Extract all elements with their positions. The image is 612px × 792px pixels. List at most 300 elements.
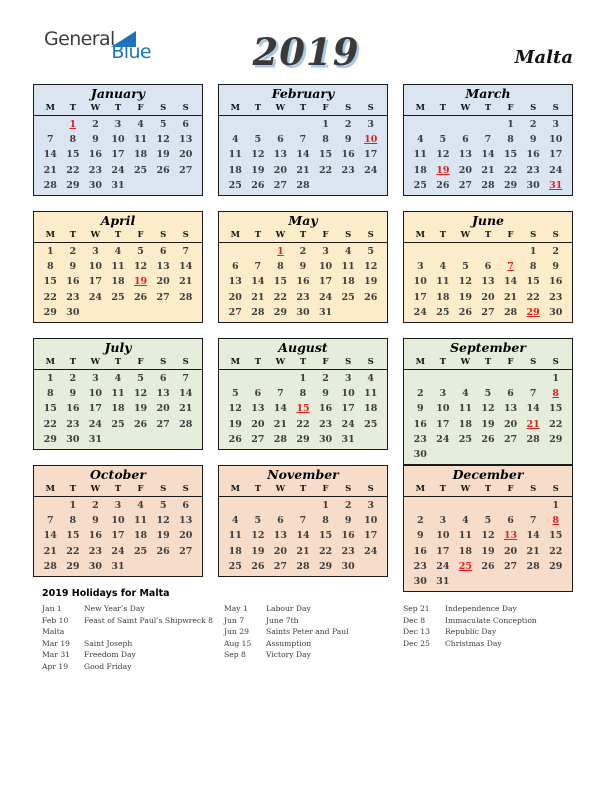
empty-cell [224,244,247,259]
weekday-label: F [322,103,329,113]
date-cell: 22 [526,291,540,303]
date-cell: 12 [251,149,265,161]
date-cell: 12 [481,530,495,542]
month-november [218,465,388,577]
weekday-label: F [507,230,514,240]
date-cell: 1 [69,500,77,511]
month-january [33,84,203,196]
date-cell: 30 [318,433,333,445]
date-cell: 10 [88,388,103,400]
date-cell: 2 [69,373,77,384]
holiday-name-label: Labour Day [266,604,311,613]
date-cell: 14 [43,149,57,161]
date-cell: 14 [273,403,288,415]
date-cell: 15 [318,149,333,161]
weekday-label: S [160,103,167,113]
date-cell: 7 [299,134,307,146]
date-cell: 18 [228,545,242,557]
date-cell: 29 [66,179,80,191]
date-cell: 13 [273,530,288,542]
date-cell: 12 [251,530,265,542]
date-grid [34,116,202,195]
empty-cell [409,117,432,132]
holiday-date-label: Aug 15 [224,638,252,648]
month-september [403,338,573,465]
date-cell: 5 [159,119,167,130]
date-cell: 14 [503,276,518,288]
date-cell: 24 [413,306,427,318]
date-grid [34,243,202,322]
empty-cell [499,498,522,513]
date-cell: 8 [277,261,284,273]
empty-cell [499,371,522,386]
holiday-name-label: June 7th [266,615,299,625]
weekday-header [34,229,202,243]
holiday-entry [42,649,213,661]
date-cell: 26 [481,560,495,572]
holiday-date-label: Sep 8 [224,650,246,660]
weekday-label: S [345,230,352,240]
date-cell: 19 [251,164,265,176]
date-cell: 26 [133,291,148,303]
date-cell: 9 [92,515,99,527]
date-cell: 25 [436,306,450,318]
date-cell: 24 [111,545,125,557]
date-cell: 18 [111,403,125,415]
holiday-date-label: Jun 7 [224,615,245,625]
empty-cell [39,498,62,513]
date-cell: 8 [69,515,77,527]
date-cell: 12 [156,515,170,527]
weekday-label: W [275,103,286,113]
weekday-label: S [552,357,559,367]
holiday-entry [42,603,213,615]
date-cell: 29 [43,306,57,318]
month-title: January [90,86,146,101]
date-cell: 13 [228,276,242,288]
date-cell: 9 [416,530,424,542]
weekday-label: F [137,357,144,367]
date-cell: 29 [273,306,288,318]
month-title: February [271,86,335,101]
date-cell: 11 [458,530,473,542]
date-cell: 22 [318,164,333,176]
date-cell: 2 [92,119,99,130]
weekday-label: S [182,103,189,113]
date-cell: 24 [88,291,103,303]
date-cell: 22 [549,545,563,557]
date-cell: 22 [503,164,518,176]
date-grid [404,243,572,322]
date-cell: 12 [364,261,378,273]
date-cell: 4 [231,515,239,527]
weekday-label: W [460,357,471,367]
empty-cell [477,244,500,259]
date-cell: 21 [503,291,518,303]
date-cell: 14 [526,403,540,415]
weekday-label: F [322,230,329,240]
holiday-column-2 [224,603,349,661]
date-cell: 18 [133,530,148,542]
empty-cell [454,498,477,513]
weekday-label: S [367,230,374,240]
date-cell: 6 [277,515,284,527]
date-cell: 13 [251,403,265,415]
weekday-label: F [322,357,329,367]
weekday-label: T [299,230,307,240]
date-cell: 2 [299,246,307,257]
date-cell: 30 [88,560,103,572]
date-cell: 6 [231,261,239,273]
date-cell: 1 [299,373,307,384]
date-cell: 26 [133,418,148,430]
empty-cell [454,244,477,259]
date-cell: 1 [507,119,514,130]
date-grid [34,497,202,576]
date-cell: 20 [228,291,242,303]
date-grid [404,497,572,591]
weekday-label: W [275,484,286,494]
date-cell: 4 [439,261,447,273]
date-cell: 27 [481,306,495,318]
date-cell: 27 [273,179,288,191]
date-cell: 14 [296,530,310,542]
date-grid [219,370,387,449]
weekday-label: T [114,230,122,240]
date-cell: 27 [251,433,265,445]
date-cell: 21 [296,545,310,557]
date-cell: 1 [46,373,54,384]
date-cell: 14 [179,388,193,400]
date-cell: 9 [416,403,424,415]
date-cell: 10 [88,261,103,273]
empty-cell [247,244,270,259]
month-december [403,465,573,592]
date-cell: 16 [66,403,80,415]
holiday-date-label: Mar 31 [42,650,71,660]
date-cell: 30 [526,179,540,191]
empty-cell [39,117,62,132]
date-cell: 19 [481,545,495,557]
date-cell: 17 [341,403,355,415]
holiday-entry [42,626,213,638]
date-cell: 22 [66,164,80,176]
date-cell: 15 [43,276,57,288]
holiday-entry [224,649,349,661]
weekday-label: S [160,357,167,367]
date-cell: 18 [413,164,427,176]
weekday-header [404,102,572,116]
date-cell: 20 [458,164,473,176]
empty-cell [269,371,292,386]
empty-cell [292,117,315,132]
empty-cell [409,371,432,386]
date-cell: 7 [529,388,537,400]
date-cell: 26 [228,433,242,445]
date-cell: 6 [507,515,514,527]
year-title: 2019 [252,30,360,74]
date-cell: 9 [69,388,77,400]
weekday-label: M [45,357,55,367]
date-cell: 6 [277,134,284,146]
date-cell: 24 [364,545,378,557]
holiday-name-label: Assumption [266,638,312,648]
date-cell: 15 [549,403,563,415]
weekday-label: M [45,230,55,240]
date-cell: 21 [526,545,540,557]
date-cell: 4 [137,500,144,511]
date-cell: 2 [92,500,99,511]
holiday-name-label: Independence Day [445,604,517,613]
weekday-header [404,356,572,370]
holiday-date: 25 [458,560,473,572]
month-title: November [267,467,339,482]
date-cell: 16 [413,418,427,430]
date-cell: 24 [88,418,103,430]
date-cell: 17 [436,418,450,430]
weekday-label: M [230,484,240,494]
date-cell: 29 [503,179,518,191]
date-cell: 5 [367,246,375,257]
month-february [218,84,388,196]
date-cell: 23 [413,433,427,445]
date-cell: 21 [43,545,57,557]
weekday-label: S [530,484,537,494]
holiday-entry [224,603,349,615]
date-cell: 28 [526,433,540,445]
date-cell: 6 [159,246,167,257]
date-cell: 11 [341,261,355,273]
weekday-label: S [367,103,374,113]
country-title: Malta [514,47,573,68]
date-cell: 19 [156,530,170,542]
date-cell: 2 [416,388,424,400]
date-cell: 21 [251,291,265,303]
holiday-name-label: Victory Day [266,650,311,660]
holiday-entry [224,638,349,650]
date-cell: 3 [416,261,424,273]
date-cell: 17 [413,291,427,303]
date-cell: 25 [364,418,378,430]
date-cell: 15 [526,276,540,288]
date-cell: 3 [92,373,99,384]
date-cell: 28 [251,306,265,318]
date-cell: 10 [111,134,125,146]
date-cell: 1 [46,246,54,257]
month-title: December [452,467,524,482]
date-cell: 12 [156,134,170,146]
date-cell: 10 [549,134,563,146]
date-cell: 28 [296,179,310,191]
date-cell: 7 [182,373,190,384]
empty-cell [432,244,455,259]
date-cell: 22 [318,545,333,557]
holiday-date-label: Feb 10 [42,615,69,625]
date-cell: 5 [484,515,492,527]
weekday-label: T [69,484,77,494]
date-cell: 2 [529,119,537,130]
weekday-label: S [182,484,189,494]
month-title: March [465,86,511,101]
weekday-label: S [552,484,559,494]
date-cell: 15 [549,530,563,542]
date-cell: 23 [549,291,563,303]
date-cell: 2 [322,373,329,384]
month-july [33,338,203,450]
date-cell: 20 [481,291,495,303]
month-august [218,338,388,450]
date-cell: 10 [364,515,378,527]
date-cell: 25 [458,433,473,445]
date-cell: 10 [413,276,427,288]
date-cell: 4 [114,373,122,384]
empty-cell [454,371,477,386]
date-cell: 18 [111,276,125,288]
holiday-date: 8 [552,388,560,400]
date-cell: 20 [179,530,193,542]
month-title: June [471,213,505,228]
logo-text-general: General [44,28,115,50]
date-cell: 4 [416,134,424,146]
date-cell: 1 [322,119,329,130]
date-cell: 19 [481,418,495,430]
empty-cell [247,498,270,513]
date-cell: 17 [88,403,103,415]
date-cell: 8 [507,134,514,146]
empty-cell [224,498,247,513]
weekday-label: T [439,103,447,113]
date-cell: 17 [88,276,103,288]
weekday-label: S [530,357,537,367]
date-cell: 11 [133,515,148,527]
date-cell: 19 [251,545,265,557]
weekday-label: W [275,230,286,240]
weekday-label: T [114,484,122,494]
holiday-date-label: Apr 19 [42,661,69,671]
date-grid [34,370,202,449]
date-cell: 23 [88,164,103,176]
weekday-label: T [69,103,77,113]
date-cell: 6 [254,388,262,400]
weekday-label: W [275,357,286,367]
date-cell: 21 [43,164,57,176]
date-cell: 2 [69,246,77,257]
date-cell: 29 [549,560,563,572]
date-cell: 25 [228,179,242,191]
date-cell: 11 [133,134,148,146]
weekday-label: T [299,357,307,367]
holiday-entry [403,615,537,627]
date-cell: 1 [529,246,537,257]
holiday-entry [42,661,213,673]
date-cell: 1 [552,500,560,511]
holiday-date: 1 [277,246,284,257]
date-cell: 16 [526,149,540,161]
holiday-date: 8 [552,515,560,527]
weekday-label: W [460,484,471,494]
date-cell: 13 [156,388,170,400]
date-cell: 27 [179,545,193,557]
date-cell: 28 [481,179,495,191]
date-cell: 23 [296,291,310,303]
weekday-label: T [484,484,492,494]
date-cell: 7 [254,261,262,273]
weekday-label: W [90,103,101,113]
date-cell: 10 [436,530,450,542]
date-cell: 31 [111,560,125,572]
holiday-name-label: Republic Day [445,627,497,637]
date-cell: 2 [416,515,424,527]
date-grid [219,497,387,576]
date-cell: 16 [318,403,333,415]
holiday-name-label: Feast of Saint Paul’s Shipwreck 8 [84,615,213,625]
holiday-date: 1 [69,119,77,130]
holiday-date: 15 [296,403,310,415]
date-cell: 28 [43,179,57,191]
weekday-label: T [484,103,492,113]
date-cell: 30 [413,448,427,460]
date-cell: 26 [458,306,473,318]
date-cell: 3 [367,500,375,511]
weekday-label: T [114,103,122,113]
date-cell: 20 [179,149,193,161]
empty-cell [477,371,500,386]
weekday-label: S [530,230,537,240]
holiday-name-label: Freedom Day [84,650,136,660]
date-cell: 19 [133,403,148,415]
date-cell: 11 [413,149,427,161]
holiday-name-label: Saint Joseph [84,638,133,648]
date-cell: 13 [503,403,518,415]
holiday-date: 7 [507,261,514,273]
weekday-label: F [507,357,514,367]
date-cell: 16 [66,276,80,288]
holiday-column-3 [403,603,537,649]
date-cell: 12 [133,261,148,273]
date-cell: 9 [344,515,352,527]
weekday-label: W [90,357,101,367]
date-cell: 19 [458,291,473,303]
date-cell: 22 [549,418,563,430]
holiday-date: 21 [526,418,540,430]
date-cell: 31 [436,575,450,587]
date-cell: 9 [322,388,329,400]
weekday-header [219,356,387,370]
holiday-date-label: Jun 29 [224,627,249,637]
date-cell: 17 [549,149,563,161]
date-cell: 2 [552,246,560,257]
date-cell: 7 [46,134,54,146]
holiday-date: 19 [436,164,450,176]
date-cell: 24 [436,560,450,572]
holiday-column-1 [42,603,213,673]
date-cell: 10 [341,388,355,400]
holiday-date-label: Mar 19 [42,638,71,648]
date-cell: 26 [364,291,378,303]
date-cell: 20 [273,164,288,176]
date-cell: 4 [462,515,469,527]
holiday-name-label: Immaculate Conception [445,615,537,625]
holiday-date-label: Sep 21 [403,604,430,613]
weekday-label: S [345,103,352,113]
weekday-label: T [254,103,262,113]
weekday-label: T [439,230,447,240]
weekday-label: S [345,357,352,367]
date-cell: 4 [367,373,375,384]
date-cell: 7 [46,515,54,527]
empty-cell [477,117,500,132]
date-cell: 22 [296,418,310,430]
